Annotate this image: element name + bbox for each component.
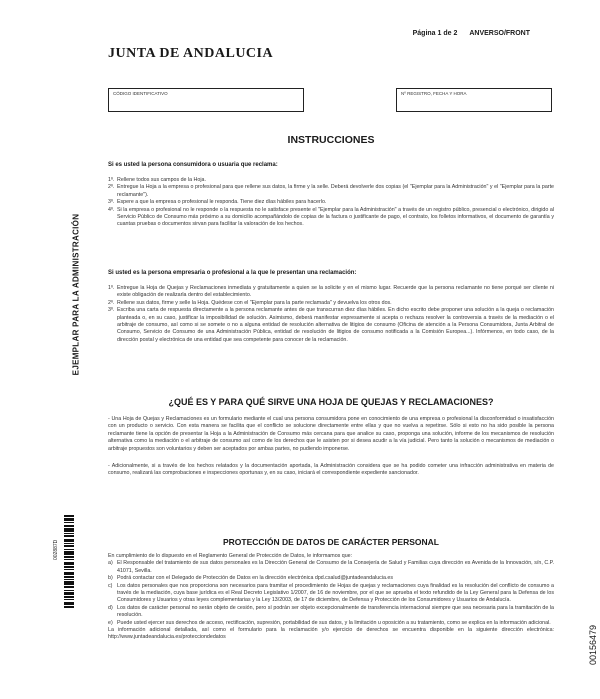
registro-field-label: Nº REGISTRO, FECHA Y HORA — [401, 91, 467, 96]
codigo-field[interactable] — [108, 88, 304, 112]
list-item: c) Los datos personales que nos proporciona son necesarios para tramitar el procedimiento de Hojas de quejas y reclamaciones cuya finalidad es la resolución del conflicto de consumo a través de la mediación, cuya base jurídica es el Real Decreto Legislativo 1/2007, de 16 de noviembre, por el que se aprueba el texto refundido de la Ley General para la Defensa de los Consumidores y Usuarios y otras leyes complementarias y la Ley 13/2003, de 17 de diciembre, de Defensa y Protección de los Consumidores y Usuarios de Andalucía. — [108, 582, 554, 604]
registro-field[interactable] — [396, 88, 552, 112]
que-es-title: ¿QUÉ ES Y PARA QUÉ SIRVE UNA HOJA DE QUEJAS Y RECLAMACIONES? — [168, 397, 494, 407]
serial-number: 00156479 — [588, 624, 598, 665]
que-es-paragraph: - Una Hoja de Quejas y Reclamaciones es un formulario mediante el cual una persona consumidora pone en conocimiento de una empresa o profesional la disconformidad o insatisfacción con un producto o servicio. Con esta manera se facilita que el conflicto se solucione directamente entre ellas y que no vuelva a repetirse. Sólo si esto no ha sido posible la persona reclamante tiene la opción de presentar la Hoja a la Administración de Consumo más cercana para que analice su caso, proponga una solución, informe de los mecanismos de resolución alternativa como la mediación o el arbitraje de consumo así como de los derechos que le asisten por si desea acudir a la vía judicial. Pero tanto la solución o mecanismos de mediación o arbitraje propuestos son voluntarios y deben ser aceptados por ambas partes, no pudiendo imponerse. — [108, 416, 554, 452]
page-header — [403, 30, 530, 37]
business-block — [108, 270, 554, 344]
list-item: 4º. Si la empresa o profesional no le responde o la respuesta no le satisface presente el "Ejemplar para la Administración" a través de un registro público, presencial o electrónico, dirigido al Servicio Público de Consumo más próximo a su domicilio acompañándolo de copias de la factura o justificante de pago, el contrato, los folletos informativos, el documento de garantía y cuantas pruebas o documentos sirvan para facilitar la valoración de los hechos. — [108, 206, 554, 228]
page-side: ANVERSO/FRONT — [469, 30, 530, 37]
list-item: 1º. Rellene todos sus campos de la Hoja. — [108, 177, 206, 183]
barcode-number: 002887D — [53, 539, 59, 560]
consumer-list — [108, 177, 554, 229]
barcode-icon — [64, 515, 74, 625]
list-item: 3º. Espere a que la empresa o profesional le responda. Tiene diez días hábiles para hacerlo. — [108, 199, 327, 206]
list-item: d) Los datos de carácter personal no serán objeto de cesión, pero sí podrán ser objeto excepcionalmente de transferencia internacional siempre que sea necesaria para la tramitación de la resolución. — [108, 604, 554, 619]
list-item: 2º. Rellene sus datos, firme y selle la Hoja. Quédese con el "Ejemplar para la parte reclamada" y devuelva los otros dos. — [108, 299, 392, 306]
list-item: 2º. Entregue la Hoja a la empresa o profesional para que rellene sus datos, la firme y la selle. Deberá devolverle dos copias (el "Ejemplar para la Administración" y el "Ejemplar para la parte reclamante"). — [108, 184, 554, 198]
junta-logo-text: JUNTA DE ANDALUCIA — [108, 46, 274, 61]
proteccion-list — [108, 560, 554, 627]
list-item: a) El Responsable del tratamiento de sus datos personales es la Dirección General de Consumo de la Consejería de Salud y Familias cuya dirección es Avenida de la Innovación, s/n, C.P. 41071, Sevilla. — [108, 560, 554, 574]
que-es-block — [108, 416, 554, 478]
list-item: 3º. Escriba una carta de respuesta directamente a la persona reclamante antes de que transcurran diez días hábiles. En dicho escrito debe proponer una solución a la queja o reclamación planteada o, en su caso, justificar la imposibilidad de solución. Asimismo, deberá manifestar expresamente si acepta o rechaza resolver la controversia a través de la mediación o el arbitraje de consumo, así como si se somete o no a alguna entidad de resolución alternativa de litigios de consumo (Oficina de atención a la Persona Consumidora, Junta Arbitral de Consumo, Servicio de Consumo de una Administración Pública, entidad de resolución de litigios de consumo notificada a la Comisión Europea...). Infórmenos, en todo caso, de la dirección postal y electrónica de una entidad que sea competente para conocer de la reclamación. — [108, 307, 554, 343]
list-item: 1º. Entregue la Hoja de Quejas y Reclamaciones inmediata y gratuitamente a quien se la solicite y en el mismo lugar. Recuerde que la persona reclamante no tiene porqué ser cliente ni existe obligación de realizarla dentro del establecimiento. — [108, 285, 554, 299]
proteccion-block — [108, 553, 554, 642]
instrucciones-section — [108, 134, 554, 146]
proteccion-title: PROTECCIÓN DE DATOS DE CARÁCTER PERSONAL — [223, 537, 439, 547]
que-es-paragraph: - Adicionalmente, si a través de los hechos relatados y la documentación aportada, la Administración considera que se ha podido cometer una infracción administrativa en materia de consumo, realizará las comprobaciones e inspecciones oportunas y, en su caso, iniciará el correspondiente expediente sancionador. — [108, 463, 554, 477]
consumer-heading: Si es usted la persona consumidora o usuaria que reclama: — [108, 162, 278, 168]
side-label: EJEMPLAR PARA LA ADMINISTRACIÓN — [71, 213, 81, 376]
business-list — [108, 285, 554, 344]
proteccion-intro: En cumplimiento de lo dispuesto en el Reglamento General de Protección de Datos, le informamos que: — [108, 553, 353, 559]
codigo-field-label: CÓDIGO IDENTIFICATIVO — [113, 91, 168, 96]
consumer-block — [108, 162, 554, 229]
list-item: b) Podrá contactar con el Delegado de Protección de Datos en la dirección electrónica dpd.csalud@juntadeandalucia.es — [108, 575, 393, 582]
list-item: e) Puede usted ejercer sus derechos de acceso, rectificación, supresión, portabilidad de sus datos, y la limitación u oposición a su tratamiento, como se explica en la información adicional. — [108, 619, 551, 626]
page-number: Página 1 de 2 — [412, 30, 458, 37]
proteccion-footer: La información adicional detallada, así como el formulario para la reclamación y/o ejercicio de derechos se encuentra disponible en la siguiente dirección electrónica: http://www.juntadeandalucia.es/protecciondedatos — [108, 627, 554, 641]
instrucciones-title: INSTRUCCIONES — [287, 134, 375, 146]
business-heading: Si usted es la persona empresaria o profesional a la que le presentan una reclamación: — [108, 270, 357, 276]
